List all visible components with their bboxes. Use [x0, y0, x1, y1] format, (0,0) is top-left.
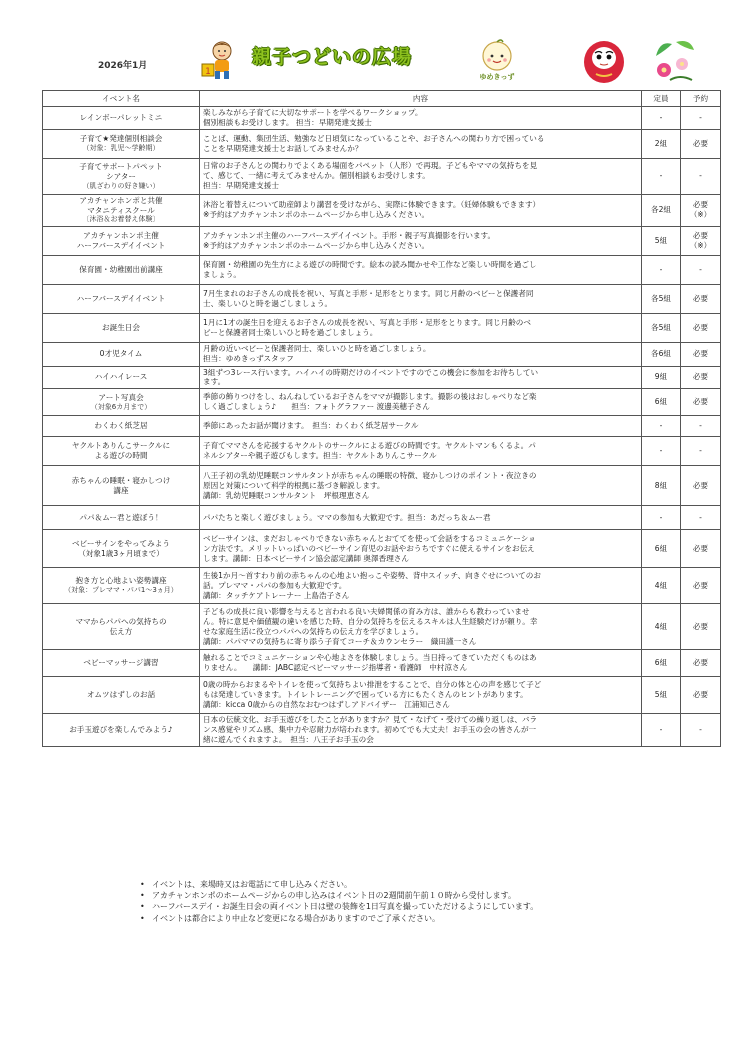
description-line: 日常のお子さんとの関わりでよくある場面をパペット（人形）で再現。子どもやママの気持ちを見: [203, 161, 538, 171]
reservation-cell: [681, 416, 721, 437]
event-name-line2: よる遊びの時間: [94, 451, 148, 461]
reservation-cell: [681, 530, 721, 568]
reservation-cell: [681, 107, 721, 130]
event-name-cell: [43, 650, 200, 677]
event-description-cell: [200, 530, 642, 568]
event-target-note: （対象：プレママ・パパ1～3ヵ月）: [64, 586, 178, 595]
reservation-cell: [681, 129, 721, 158]
reservation-cell: [681, 650, 721, 677]
header-capacity: 定員: [642, 91, 681, 107]
event-name-cell: [43, 677, 200, 714]
reservation-cell: [681, 506, 721, 530]
description-line: 士、楽しいひと時を過ごしましょう。: [203, 298, 333, 308]
event-name: お誕生日会: [102, 322, 140, 332]
event-description-cell: [200, 226, 642, 255]
description-line: 楽しみながら子育てに大切なサポートを学べるワークショップ。: [203, 108, 423, 117]
note-item: • イベントは都合により中止など変更になる場合がありますのでご了承ください。: [140, 913, 700, 924]
event-name-cell: [43, 284, 200, 313]
description-line: 担当：早期発達支援士: [203, 181, 279, 191]
event-name: 保育園・幼稚園出前講座: [79, 264, 163, 274]
reservation-value: 必要: [692, 658, 709, 668]
description-line: せな家庭生活に役立つパパへの気持ちの伝え方を学びましょう。: [203, 626, 424, 636]
capacity-cell: -: [642, 506, 681, 530]
event-name-cell: [43, 342, 200, 366]
event-name: ヤクルトありんこサークルに: [71, 441, 171, 451]
capacity-cell: -: [642, 255, 681, 284]
description-line: 1月に1才の誕生日を迎えるお子さんの成長を祝い、写真と手形・足形をとります。同じ月齢のベ: [203, 317, 531, 327]
reservation-note: （※）: [689, 210, 712, 220]
event-name: 子育てサポートパペット: [79, 161, 163, 171]
event-description-cell: [200, 107, 642, 130]
event-description-cell: [200, 416, 642, 437]
event-name-line2: 講座: [113, 485, 129, 495]
description-line: 3組ずつ3レース行います。ハイハイの時期だけのイベントですのでこの機会に参加をお待ちしてい: [203, 367, 539, 377]
capacity-cell: 5組: [642, 226, 681, 255]
description-line: ましょう。: [203, 269, 241, 279]
event-name: ママからパパへの気持ちの: [75, 616, 167, 626]
logo-text: ゆめきっず: [479, 73, 515, 81]
event-name: レインボーパレットミニ: [79, 112, 163, 122]
table-row: [43, 466, 721, 506]
event-name: アカチャンホンポと共催: [79, 195, 163, 205]
event-description-cell: [200, 437, 642, 466]
table-row: [43, 107, 721, 130]
event-description-cell: [200, 255, 642, 284]
capacity-cell: -: [642, 107, 681, 130]
event-description-cell: [200, 466, 642, 506]
issue-date: 2026年1月: [98, 61, 148, 71]
description-line: 触れることでコミュニケーションや心地よさを体験しましょう。当日持ってきていただくものはあ: [203, 653, 537, 663]
notes-list: [140, 879, 700, 924]
description-line: ん。特に意見や価値観の違いを感じた時、自分の気持ちを伝えるスキルは人生経験だけが頼り。幸: [203, 616, 538, 626]
event-description-cell: [200, 650, 642, 677]
event-name-cell: [43, 107, 200, 130]
reservation-value: 必要: [692, 293, 709, 303]
reservation-value: 必要: [692, 138, 709, 148]
table-row: [43, 226, 721, 255]
description-line: 季節の飾りつけをし、ねんねしているお子さんをママが撮影します。撮影の後はおしゃべりなど楽: [203, 392, 537, 402]
table-header-row: [43, 91, 721, 107]
event-name-cell: [43, 714, 200, 747]
note-item: • イベントは、来場時又はお電話にて申し込みください。: [140, 879, 700, 890]
description-line: 個別相談もお受けします。 担当：早期発達支援士: [203, 117, 372, 127]
description-line: 7月生まれのお子さんの成長を祝い、写真と手形・足形をとります。同じ月齢のベビーと保護者同: [203, 288, 534, 298]
event-name-line2: ハーフバースデイイベント: [76, 240, 166, 250]
event-name-cell: [43, 506, 200, 530]
reservation-value: 必要: [692, 480, 709, 490]
capacity-cell: 各6組: [642, 342, 681, 366]
reservation-value: -: [699, 264, 702, 274]
table-row: [43, 437, 721, 466]
reservation-value: 必要: [692, 349, 709, 359]
description-line: 話。プレママ・パパの参加も大歓迎です。: [203, 580, 347, 590]
reservation-value: 必要: [692, 372, 709, 382]
description-line: 講師：kicca 0歳からの自然なおむつはずしアドバイザー 江浦知己さん: [203, 700, 450, 710]
capacity-cell: 6組: [642, 650, 681, 677]
header-reservation: 予約: [681, 91, 721, 107]
reservation-cell: [681, 366, 721, 389]
description-line: パパたちと楽しく遊びましょう。ママの参加も大歓迎です。担当：あだっち＆ムー君: [203, 512, 491, 522]
reservation-cell: [681, 284, 721, 313]
capacity-cell: -: [642, 416, 681, 437]
reservation-cell: [681, 714, 721, 747]
header-event-name: イベント名: [43, 91, 200, 107]
description-line: します。講師：日本ベビーサイン協会認定講師 奥澤香理さん: [203, 553, 409, 563]
event-name: 子育て★発達個別相談会: [79, 134, 163, 144]
table-row: [43, 255, 721, 284]
new-year-decoration-icon: [650, 36, 698, 86]
reservation-value: -: [699, 171, 702, 181]
event-name-cell: [43, 466, 200, 506]
reservation-value: 必要: [692, 322, 709, 332]
event-target-note: 〔沐浴＆お着替え体験〕: [82, 215, 160, 224]
description-line: 原因と対策について科学的根拠に基づき解説します。: [203, 480, 385, 490]
event-name-cell: [43, 568, 200, 604]
description-line: 講師：乳幼児睡眠コンサルタント 坪根理恵さん: [203, 490, 370, 500]
daruma-icon: [582, 38, 626, 84]
event-name-cell: [43, 416, 200, 437]
event-name-cell: [43, 604, 200, 650]
table-row: [43, 284, 721, 313]
description-line: ことば、運動、集団生活、勉強など日頃気になっていることや、お子さんへの関わり方で困っている: [203, 133, 545, 143]
event-target-note: （対象：乳児～学齢期）: [82, 144, 160, 153]
reservation-cell: [681, 194, 721, 226]
reservation-value: -: [699, 112, 702, 122]
event-name-cell: [43, 129, 200, 158]
capacity-cell: -: [642, 437, 681, 466]
description-line: りません。 講師：JABC認定ベビーマッサージ指導者・看護師 中村涼さん: [203, 663, 468, 673]
event-description-cell: [200, 313, 642, 342]
description-line: て、感じて、一緒に考えてみませんか。個別相談もお受けします。: [203, 171, 430, 181]
reservation-value: 必要: [692, 543, 709, 553]
reservation-value: 必要: [692, 690, 709, 700]
reservation-value: 必要: [692, 230, 709, 240]
table-row: [43, 677, 721, 714]
table-row: [43, 604, 721, 650]
table-row: [43, 342, 721, 366]
capacity-cell: 各5組: [642, 284, 681, 313]
description-line: ン方法です。メリットいっぱいのベビーサイン育児のお話やおうちですぐに使えるサインをお伝え: [203, 543, 535, 553]
description-line: 子どもの成長に良い影響を与えると言われる良い夫婦関係の育み方は、誰からも教わっていませ: [203, 607, 530, 617]
header-content: 内容: [200, 91, 642, 107]
reservation-value: 必要: [692, 580, 709, 590]
reservation-value: -: [699, 512, 702, 522]
event-name: オムツはずしのお話: [86, 690, 156, 700]
table-row: [43, 568, 721, 604]
event-name: ベビーマッサージ講習: [83, 658, 159, 668]
event-name-cell: [43, 389, 200, 416]
capacity-cell: 6組: [642, 530, 681, 568]
event-name: ハーフバースデイイベント: [76, 293, 166, 303]
description-line: 日本の伝統文化、お手玉遊びをしたことがありますか？見て・なげて・受けての繰り返しは、バラ: [203, 715, 538, 725]
event-description-cell: [200, 714, 642, 747]
event-description-cell: [200, 677, 642, 714]
description-line: ※予約はアカチャンホンポのホームページから申し込みください。: [203, 210, 430, 220]
capacity-cell: 各5組: [642, 313, 681, 342]
capacity-cell: 4組: [642, 604, 681, 650]
event-description-cell: [200, 284, 642, 313]
reservation-cell: [681, 466, 721, 506]
description-line: 生後1か月～首すわり前の赤ちゃんの心地よい抱っこや姿勢、背中スイッチ、向きぐせについてのお: [203, 570, 541, 580]
capacity-cell: 4組: [642, 568, 681, 604]
description-line: 季節にあったお話が聞けます。 担当：わくわく紙芝居サークル: [203, 421, 419, 431]
reservation-value: -: [699, 446, 702, 456]
svg-text:1: 1: [205, 67, 211, 77]
event-description-cell: [200, 389, 642, 416]
event-name: 0才児タイム: [99, 349, 143, 359]
event-description-cell: [200, 568, 642, 604]
event-description-cell: [200, 366, 642, 389]
note-item: • ハーフバースデイ・お誕生日会の両イベント日は壁の装飾を1日写真を撮っていただけるようにしています。: [140, 901, 700, 912]
table-row: [43, 129, 721, 158]
capacity-cell: 2組: [642, 129, 681, 158]
reservation-value: 必要: [692, 397, 709, 407]
reservation-cell: [681, 342, 721, 366]
table-row: [43, 313, 721, 342]
reservation-cell: [681, 313, 721, 342]
event-name: お手玉遊びを楽しんでみよう♪: [69, 725, 173, 735]
event-name-cell: [43, 366, 200, 389]
capacity-cell: 各2組: [642, 194, 681, 226]
capacity-cell: 9組: [642, 366, 681, 389]
table-row: [43, 530, 721, 568]
page-header: [0, 0, 744, 88]
table-row: [43, 158, 721, 194]
reservation-cell: [681, 389, 721, 416]
description-line: アカチャンホンポ主催のハーフバースデイイベント。手形・親子写真撮影を行います。: [203, 230, 496, 240]
description-line: 月齢の近いベビーと保護者同士、楽しいひと時を過ごしましょう。: [203, 344, 431, 354]
event-name-line2: 伝え方: [109, 626, 133, 636]
event-description-cell: [200, 194, 642, 226]
event-name: アカチャンホンポ主催: [83, 230, 159, 240]
description-line: 担当：ゆめきっずスタッフ: [203, 354, 294, 364]
reservation-cell: [681, 677, 721, 714]
reservation-cell: [681, 158, 721, 194]
event-name: わくわく紙芝居: [94, 421, 148, 431]
capacity-cell: 6組: [642, 389, 681, 416]
child-illustration-icon: [200, 38, 240, 80]
table-row: [43, 389, 721, 416]
event-name-cell: [43, 437, 200, 466]
events-table-body: [43, 107, 721, 747]
table-row: [43, 366, 721, 389]
event-name-cell: [43, 226, 200, 255]
event-target-note: （肌ざわりの好き嫌い）: [82, 181, 160, 190]
table-row: [43, 194, 721, 226]
description-line: 緒に遊んでくれますよ。 担当：八王子お手玉の会: [203, 735, 374, 745]
capacity-cell: 5組: [642, 677, 681, 714]
table-row: [43, 506, 721, 530]
description-line: 講師：パパママの気持ちに寄り添う子育てコーチ＆カウンセラー 織田謹一さん: [203, 636, 477, 646]
table-row: [43, 714, 721, 747]
reservation-cell: [681, 255, 721, 284]
description-line: ※予約はアカチャンホンポのホームページから申し込みください。: [203, 240, 430, 250]
event-name: ハイハイレース: [94, 372, 148, 382]
event-name: 抱き方と心地よい姿勢講座: [75, 576, 167, 586]
description-line: ネルシアターや親子遊びもします。担当：ヤクルトありんこサークル: [203, 451, 437, 461]
event-name-line2: シアター: [106, 171, 136, 181]
event-name-cell: [43, 158, 200, 194]
reservation-cell: [681, 604, 721, 650]
event-name-cell: [43, 255, 200, 284]
event-name: ベビーサインをやってみよう: [72, 538, 170, 548]
description-line: 講師：タッチケアトレーナー 上島浩子さん: [203, 590, 350, 600]
description-line: 子育てママさんを応援するヤクルトのサークルによる遊びの時間です。ヤクルトマンもくるよ。パ: [203, 441, 536, 451]
capacity-cell: -: [642, 714, 681, 747]
description-line: ます。: [203, 377, 226, 387]
page-title: 親子つどいの広場: [252, 46, 413, 68]
event-description-cell: [200, 129, 642, 158]
reservation-cell: [681, 568, 721, 604]
description-line: ベビーサインは、まだおしゃべりできない赤ちゃんとおててを使って会話をするコミュニケーショ: [203, 533, 536, 543]
table-row: [43, 650, 721, 677]
reservation-value: -: [699, 421, 702, 431]
event-name-line2: （対象1歳3ヶ月頃まで）: [78, 548, 164, 558]
event-description-cell: [200, 604, 642, 650]
event-name: パパ＆ムー君と遊ぼう！: [79, 512, 163, 522]
events-table: [42, 90, 721, 747]
reservation-cell: [681, 437, 721, 466]
event-name: 赤ちゃんの睡眠・寝かしつけ: [71, 475, 171, 485]
reservation-value: -: [699, 725, 702, 735]
reservation-value: 必要: [692, 621, 709, 631]
description-line: 沐浴と着替えについて助産師より講習を受けながら、実際に体験できます。（妊婦体験もできます）: [203, 200, 541, 210]
description-line: 八王子初の乳幼児睡眠コンサルタントが赤ちゃんの睡眠の特徴、寝かしつけのポイント・夜泣きの: [203, 470, 537, 480]
capacity-cell: 8組: [642, 466, 681, 506]
note-item: • アカチャンホンポのホームページからの申し込みはイベント日の2週間前午前１０時から受付します。: [140, 890, 700, 901]
reservation-note: （※）: [689, 240, 712, 250]
event-name-cell: [43, 194, 200, 226]
reservation-value: 必要: [692, 200, 709, 210]
description-line: もは発達していきます。トイレトレーニングで困っている方にもたくさんのヒントがあります。: [203, 690, 528, 700]
event-name-cell: [43, 313, 200, 342]
description-line: ビーと保護者同士楽しいひと時を過ごしましょう。: [203, 327, 378, 337]
reservation-cell: [681, 226, 721, 255]
event-name: アート写真会: [98, 392, 144, 402]
event-description-cell: [200, 158, 642, 194]
event-target-note: （対象6カ月まで）: [90, 402, 152, 411]
description-line: ことを早期発達支援士とお話してみませんか？: [203, 143, 363, 153]
table-row: [43, 416, 721, 437]
event-description-cell: [200, 506, 642, 530]
event-name-cell: [43, 530, 200, 568]
description-line: 保育園・幼稚園の先生方による遊びの時間です。絵本の読み聞かせや工作など楽しい時間を過ごし: [203, 259, 537, 269]
description-line: 0歳の時からおまるやトイレを使って気持ちよい排泄をすることで、自分の体と心の声を感じて子ど: [203, 680, 542, 690]
capacity-cell: -: [642, 158, 681, 194]
event-name-line2: マタニティスクール: [87, 205, 155, 215]
description-line: ンス感覚やリズム感、集中力や忍耐力が培われます。初めてでも大丈夫！お手玉の会の皆さんが一: [203, 725, 537, 735]
event-description-cell: [200, 342, 642, 366]
description-line: しく過ごしましょう♪ 担当：フォトグラファー 渡邊美穂子さん: [203, 402, 430, 412]
